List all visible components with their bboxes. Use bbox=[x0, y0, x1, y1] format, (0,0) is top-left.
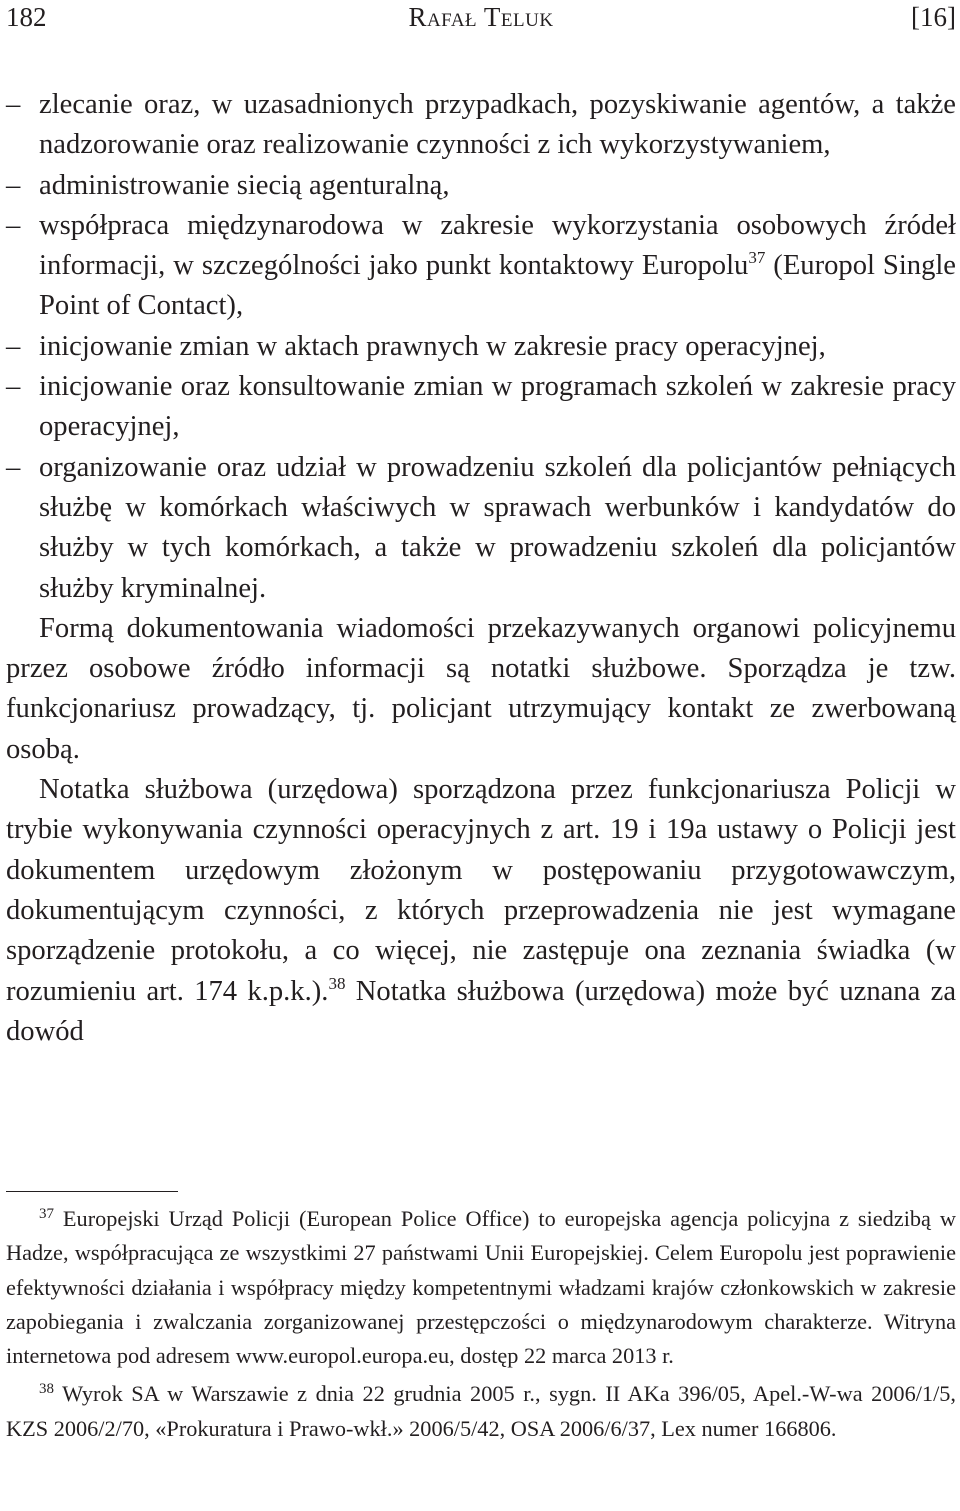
list-item bbox=[6, 166, 956, 206]
paragraph-text: Notatka służbowa (urzędowa) sporządzona przez funkcjonariusza Policji w trybie wykonywania czynności operacyjnych z art. 19 i 19a ustawy o Policji jest dokumentem urzędowym złożonym w postępowaniu przygotowawczym, dokumentującym czynności, z których przeprowadzenia nie jest wymagane sporządzenie protokołu, a co więcej, nie zastępuje ona zeznania świadka (w rozumieniu art. 174 k.p.k.). bbox=[6, 774, 956, 1007]
dash-marker: – bbox=[6, 169, 21, 201]
footnote bbox=[6, 1202, 956, 1373]
running-head-section: [16] bbox=[911, 2, 956, 32]
page-number: 182 bbox=[6, 2, 47, 32]
list-item-text: organizowanie oraz udział w prowadzeniu szkoleń dla policjantów pełniących służbę w komórkach właściwych w sprawach werbunków i kandydatów do służby w tych komórkach, a także w prowadzeniu szkoleń dla policjantów służby kryminalnej. bbox=[39, 451, 956, 604]
footnote-reference[interactable]: 37 bbox=[748, 248, 766, 268]
list-item bbox=[6, 327, 956, 367]
dash-marker: – bbox=[6, 451, 21, 483]
list-item-text: administrowanie siecią agenturalną, bbox=[39, 169, 450, 201]
paragraph-text-continued: Notatka służbowa (urzędowa) może być uznana za dowód bbox=[6, 975, 957, 1047]
footnote-number: 37 bbox=[39, 1206, 54, 1222]
list-item-text-continued: (Europol Single Point of Contact), bbox=[39, 250, 956, 322]
footnotes bbox=[6, 1202, 956, 1446]
main-text bbox=[6, 85, 956, 1052]
dash-marker: – bbox=[6, 209, 21, 241]
running-head-author: Rafał Teluk bbox=[408, 2, 554, 32]
paragraph bbox=[6, 770, 956, 1052]
dash-marker: – bbox=[6, 330, 21, 362]
list-item-text: zlecanie oraz, w uzasadnionych przypadkach, pozyskiwanie agentów, a także nadzorowanie oraz realizowanie czynności z ich wykorzystywaniem, bbox=[39, 89, 956, 161]
list-item bbox=[6, 367, 956, 448]
list-item bbox=[6, 85, 956, 166]
running-head bbox=[6, 0, 956, 34]
document-page bbox=[6, 0, 956, 1511]
footnote-separator bbox=[6, 1191, 178, 1192]
footnote-reference[interactable]: 38 bbox=[328, 973, 346, 993]
list-item-text: inicjowanie oraz konsultowanie zmian w programach szkoleń w zakresie pracy operacyjnej, bbox=[39, 371, 956, 443]
list-item-text: współpraca międzynarodowa w zakresie wykorzystania osobowych źródeł informacji, w szczególności jako punkt kontaktowy Europolu bbox=[39, 209, 956, 282]
footnote bbox=[6, 1377, 956, 1446]
footnote-number: 38 bbox=[39, 1381, 54, 1398]
dash-marker: – bbox=[6, 371, 21, 403]
list-item-text: inicjowanie zmian w aktach prawnych w zakresie pracy operacyjnej, bbox=[39, 330, 826, 362]
footnote-text: Wyrok SA w Warszawie z dnia 22 grudnia 2005 r., sygn. II AKa 396/05, Apel.-W-wa 2006/1/5, KZS 2006/2/70, «Prokuratura i Prawo-wkł.» 2006/5/42, OSA 2006/6/37, Lex numer 166806. bbox=[6, 1381, 956, 1441]
footnote-text: Europejski Urząd Policji (European Police Office) to europejska agencja policyjna z siedzibą w Hadze, współpracująca ze wszystkimi 27 państwami Unii Europejskiej. Celem Europolu jest poprawienie efektywności działania i współpracy między kompetentnymi władzami krajów członkowskich w zakresie zapobiegania i zwalczania zorganizowanej przestępczości o międzynarodowym charakterze. Witryna internetowa pod adresem www.europol.europa.eu, dostęp 22 marca 2013 r. bbox=[6, 1206, 956, 1369]
dash-marker: – bbox=[6, 89, 21, 120]
paragraph: Formą dokumentowania wiadomości przekazywanych organowi policyjnemu przez osobowe źródło informacji są notatki służbowe. Sporządza je tzw. funkcjonariusz prowadzący, tj. policjant utrzymujący kontakt ze zwerbowaną osobą. bbox=[6, 612, 956, 765]
list-item bbox=[6, 206, 956, 327]
list-item bbox=[6, 448, 956, 609]
